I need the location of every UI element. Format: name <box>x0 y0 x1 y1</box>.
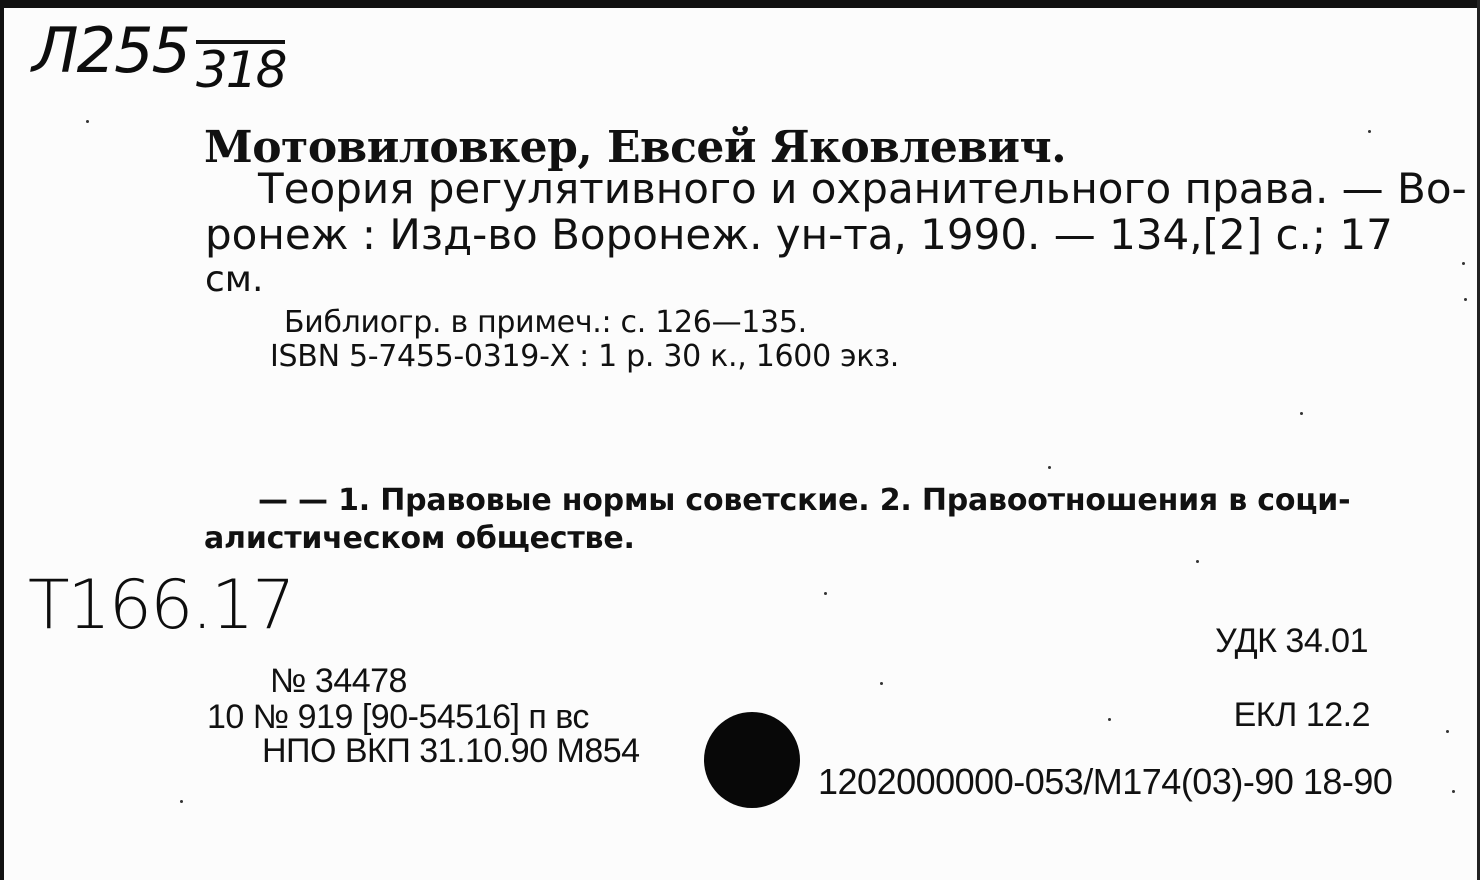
scan-speck <box>824 592 827 595</box>
scan-speck <box>1368 130 1371 133</box>
udk-code: УДК 34.01 <box>1215 622 1368 660</box>
title-line-1: Теория регулятивного и охранительного права. — Во- <box>258 164 1467 213</box>
punch-hole <box>704 712 800 808</box>
author-heading: Мотовиловкер, Евсей Яковлевич. <box>204 122 1067 173</box>
scan-speck <box>86 120 89 123</box>
card-border-left <box>0 0 4 880</box>
call-number-sub: 318 <box>196 41 286 99</box>
scan-speck <box>1108 718 1111 721</box>
shelf-mark: Т166.17 <box>28 566 294 645</box>
scan-speck <box>1462 262 1465 265</box>
scan-speck <box>1464 298 1467 301</box>
isbn-note: ISBN 5-7455-0319-Х : 1 р. 30 к., 1600 экз. <box>270 339 899 374</box>
bibliography-note: Библиогр. в примеч.: с. 126—135. <box>284 305 807 340</box>
scan-speck <box>180 800 183 803</box>
scan-speck <box>880 682 883 685</box>
title-line-3: см. <box>205 259 264 300</box>
scan-speck <box>1300 412 1303 415</box>
subject-line-2: алистическом обществе. <box>204 521 635 556</box>
ekl-code: ЕКЛ 12.2 <box>1233 696 1370 734</box>
order-line: 10 № 919 [90-54516] п вс <box>207 698 589 736</box>
subject-line-1: — — 1. Правовые нормы советские. 2. Правоотношения в соци- <box>258 483 1351 518</box>
printer-line: НПО ВКП 31.10.90 М854 <box>262 732 640 770</box>
card-border-top <box>0 0 1480 8</box>
scan-speck <box>1446 730 1449 733</box>
card-number: № 34478 <box>270 662 407 700</box>
scan-speck <box>1452 790 1455 793</box>
bbk-code: 1202000000-053/М174(03)-90 18-90 <box>818 761 1393 802</box>
scan-speck <box>1196 560 1199 563</box>
scan-speck <box>1048 466 1051 469</box>
title-line-2: ронеж : Изд-во Воронеж. ун-та, 1990. — 134,[2] с.; 17 <box>205 210 1393 259</box>
call-number-main: Л255 <box>32 14 189 87</box>
